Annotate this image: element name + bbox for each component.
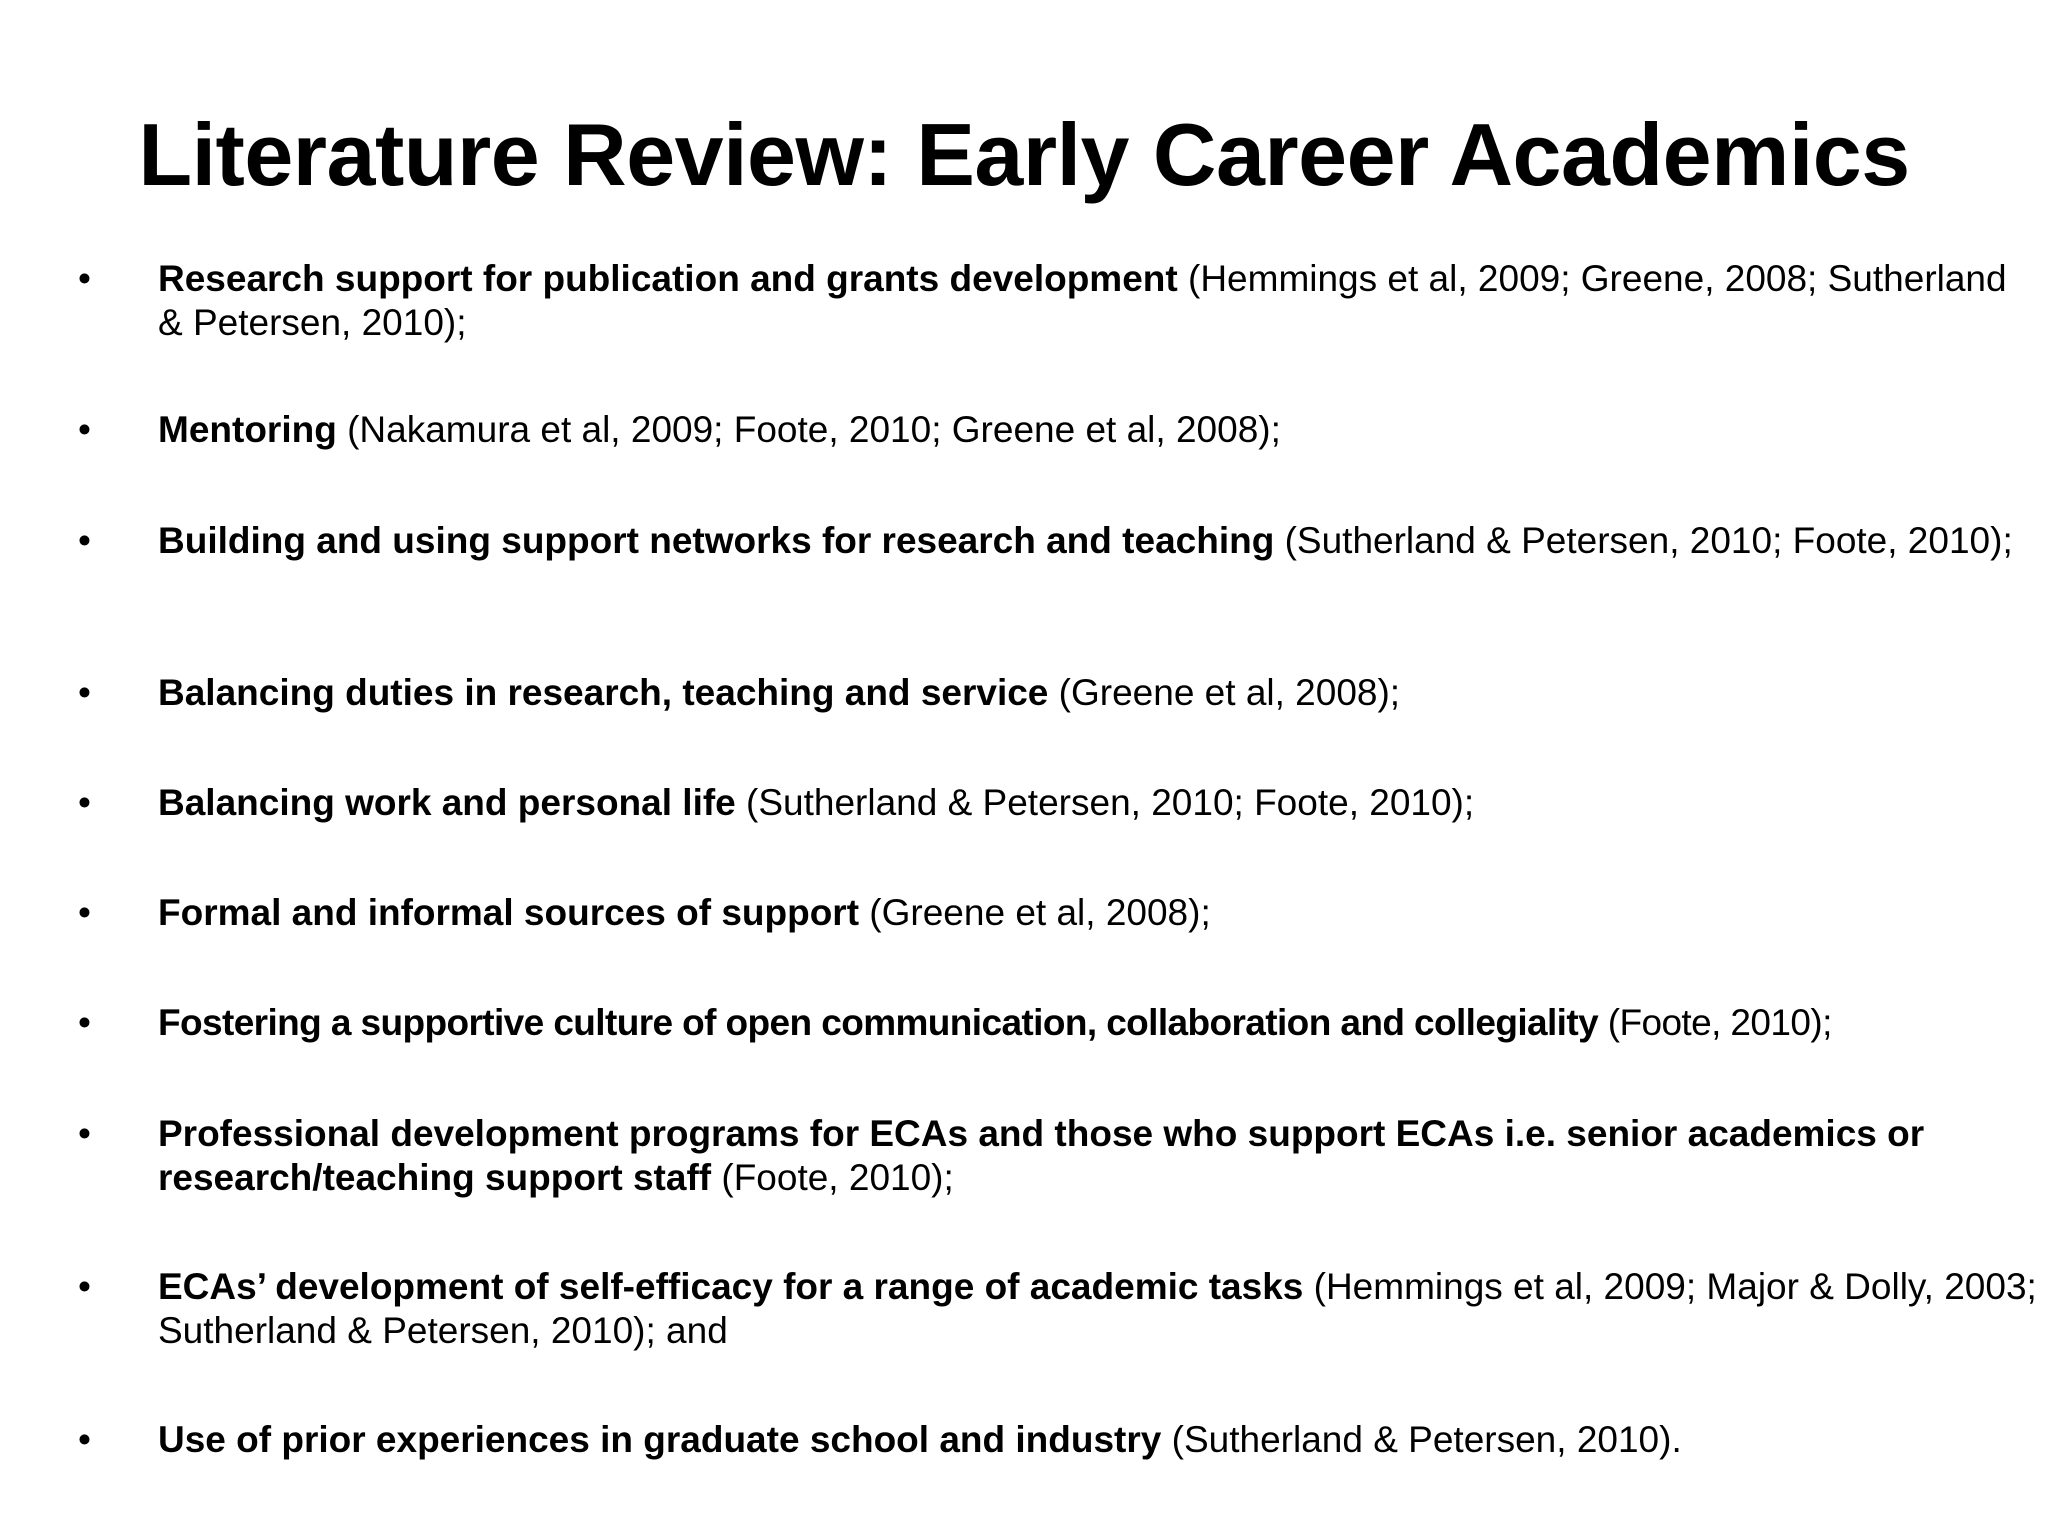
bullet-dot-icon: •: [78, 1113, 91, 1154]
bullet-citation: (Sutherland & Petersen, 2010; Foote, 2010);: [1274, 520, 2013, 561]
bullet-item: [78, 1001, 2038, 1045]
bullet-dot-icon: •: [78, 1419, 91, 1460]
bullet-dot-icon: •: [78, 892, 91, 933]
bullet-item: [78, 1418, 2038, 1462]
bullet-heading: Formal and informal sources of support: [158, 892, 860, 933]
bullet-heading: Balancing work and personal life: [158, 782, 736, 823]
bullet-citation: (Foote, 2010);: [711, 1157, 954, 1198]
bullet-heading: Building and using support networks for research and teaching: [158, 520, 1275, 561]
bullet-citation: (Hemmings et al, 2009; Major & Dolly, 2003; Sutherland & Petersen, 2010); and: [158, 1266, 2037, 1351]
bullet-heading: Mentoring: [158, 409, 337, 450]
bullet-dot-icon: •: [78, 258, 91, 299]
bullet-citation: (Foote, 2010);: [1598, 1002, 1832, 1043]
bullet-citation: (Sutherland & Petersen, 2010; Foote, 2010);: [735, 782, 1475, 823]
bullet-item: [78, 671, 2038, 715]
bullet-item: [78, 519, 2038, 563]
bullet-item: [78, 408, 2038, 452]
bullet-dot-icon: •: [78, 672, 91, 713]
bullet-dot-icon: •: [78, 782, 91, 823]
bullet-heading: Professional development programs for ECAs and those who support ECAs i.e. senior academics or research/teaching support staff: [158, 1113, 1925, 1198]
bullet-citation: (Hemmings et al, 2009; Greene, 2008; Sutherland & Petersen, 2010);: [158, 258, 2007, 343]
bullet-heading: Research support for publication and grants development: [158, 258, 1178, 299]
bullet-citation: (Greene et al, 2008);: [859, 892, 1211, 933]
bullet-dot-icon: •: [78, 1002, 91, 1043]
bullet-item: [78, 257, 2038, 345]
bullet-citation: (Greene et al, 2008);: [1048, 672, 1401, 713]
bullet-citation: (Sutherland & Petersen, 2010).: [1161, 1419, 1682, 1460]
bullet-item: [78, 781, 2038, 825]
bullet-heading: Use of prior experiences in graduate school and industry: [158, 1419, 1162, 1460]
bullet-heading: Fostering a supportive culture of open communication, collaboration and collegiality: [158, 1002, 1599, 1043]
bullet-citation: (Nakamura et al, 2009; Foote, 2010; Greene et al, 2008);: [336, 409, 1281, 450]
bullet-item: [78, 1265, 2038, 1353]
bullet-dot-icon: •: [78, 409, 91, 450]
bullet-dot-icon: •: [78, 520, 91, 561]
bullet-dot-icon: •: [78, 1266, 91, 1307]
bullet-heading: Balancing duties in research, teaching and service: [158, 672, 1049, 713]
slide-title: Literature Review: Early Career Academics: [138, 105, 1910, 204]
bullet-heading: ECAs’ development of self-efficacy for a range of academic tasks: [158, 1266, 1304, 1307]
bullet-item: [78, 891, 2038, 935]
bullet-item: [78, 1112, 2038, 1200]
